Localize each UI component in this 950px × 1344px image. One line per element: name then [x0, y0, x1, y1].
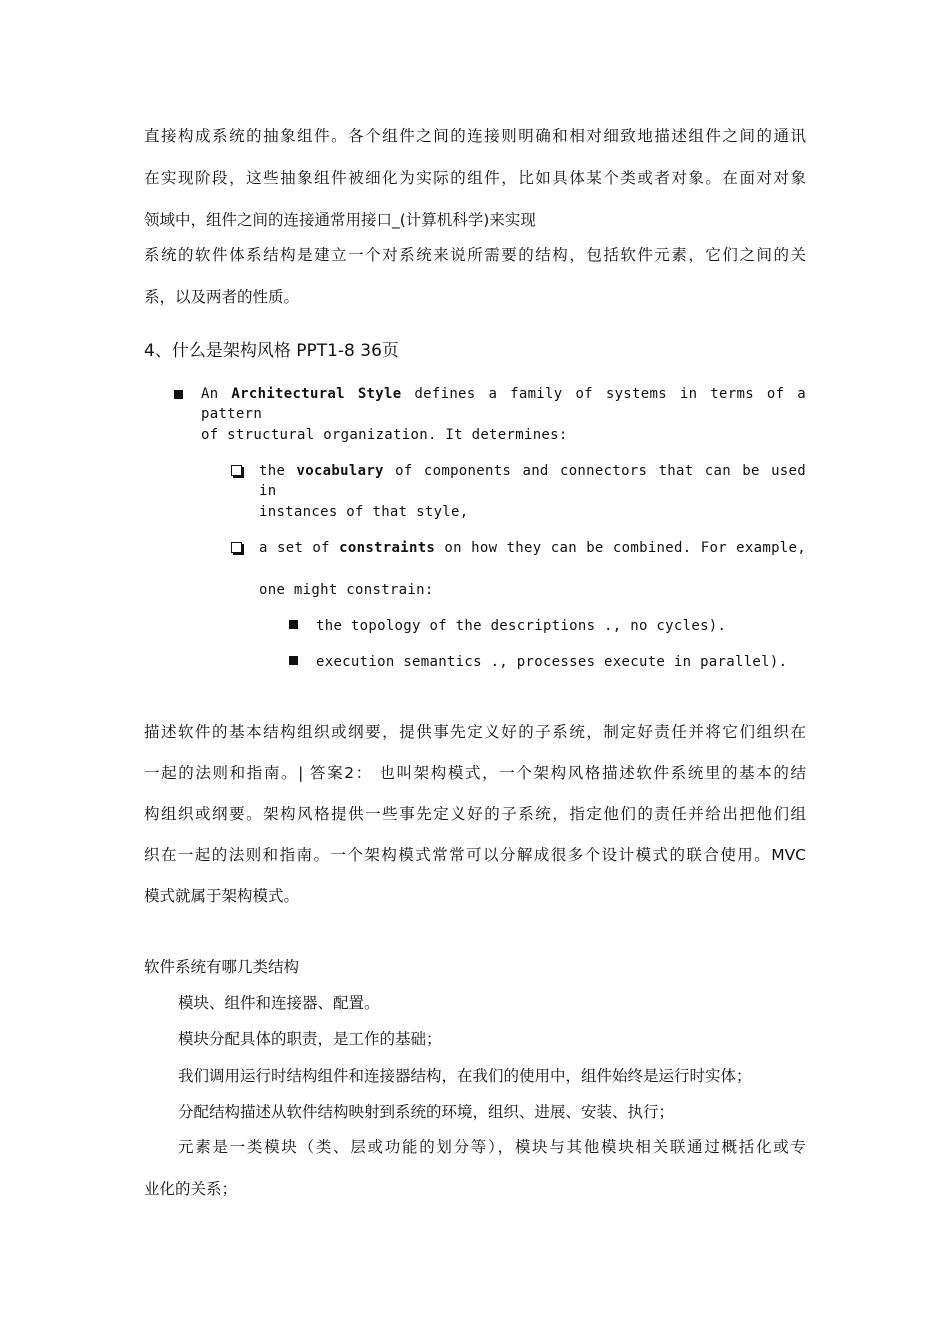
answer-line5: 模式就属于架构模式。: [144, 887, 300, 905]
square-bullet-icon: [289, 620, 298, 629]
structures-item-4: 分配结构描述从软件结构映射到系统的环境，组织、进展、安装、执行；: [178, 1103, 675, 1121]
structures-item-1: 模块、组件和连接器、配置。: [178, 994, 380, 1012]
answer-line3: 构组织或纲要。架构风格提供一些事先定义好的子系统，指定他们的责任并给出把他们组: [144, 805, 806, 823]
para1-line3: 领域中，组件之间的连接通常用接口_(计算机科学)来实现: [144, 211, 536, 229]
structures-title: 软件系统有哪几类结构: [144, 958, 300, 976]
para1-line1: 直接构成系统的抽象组件。各个组件之间的连接则明确和相对细致地描述组件之间的通讯: [144, 127, 806, 145]
structures-item-2: 模块分配具体的职责，是工作的基础；: [178, 1030, 442, 1048]
definition-line1: An Architectural Style defines a family of systems in terms of a pattern: [201, 386, 806, 422]
square-bullet-icon: [174, 390, 183, 399]
constraint-item-1: the topology of the descriptions ., no cycles).: [316, 618, 727, 634]
para2-line1: 系统的软件体系结构是建立一个对系统来说所需要的结构，包括软件元素，它们之间的关: [144, 246, 806, 264]
constraint-item-2: execution semantics ., processes execute in parallel).: [316, 654, 788, 670]
answer-line1: 描述软件的基本结构组织或纲要，提供事先定义好的子系统，制定好责任并将它们组织在: [144, 723, 806, 741]
answer-line4: 织在一起的法则和指南。一个架构模式常常可以分解成很多个设计模式的联合使用。MVC: [144, 846, 806, 864]
constraints-line2: one might constrain:: [259, 582, 434, 598]
section-heading-4: 4、什么是架构风格 PPT1-8 36页: [144, 341, 399, 361]
vocabulary-line2: instances of that style,: [259, 504, 469, 520]
checkbox-bullet-icon: [231, 542, 242, 553]
structures-item-5-line1: 元素是一类模块（类、层或功能的划分等），模块与其他模块相关联通过概括化或专: [178, 1138, 806, 1156]
square-bullet-icon: [289, 656, 298, 665]
definition-line2: of structural organization. It determines:: [201, 427, 568, 443]
para1-line2: 在实现阶段，这些抽象组件被细化为实际的组件，比如具体某个类或者对象。在面对对象: [144, 169, 806, 187]
para2-line2: 系，以及两者的性质。: [144, 288, 300, 306]
constraints-line1: a set of constraints on how they can be combined. For example,: [259, 540, 806, 556]
vocabulary-line1: the vocabulary of components and connectors that can be used in: [259, 463, 806, 499]
checkbox-bullet-icon: [231, 465, 242, 476]
structures-item-5-line2: 业化的关系；: [144, 1180, 238, 1198]
structures-item-3: 我们调用运行时结构组件和连接器结构，在我们的使用中，组件始终是运行时实体；: [178, 1067, 752, 1085]
answer-line2: 一起的法则和指南。| 答案2： 也叫架构模式，一个架构风格描述软件系统里的基本的结: [144, 764, 806, 782]
